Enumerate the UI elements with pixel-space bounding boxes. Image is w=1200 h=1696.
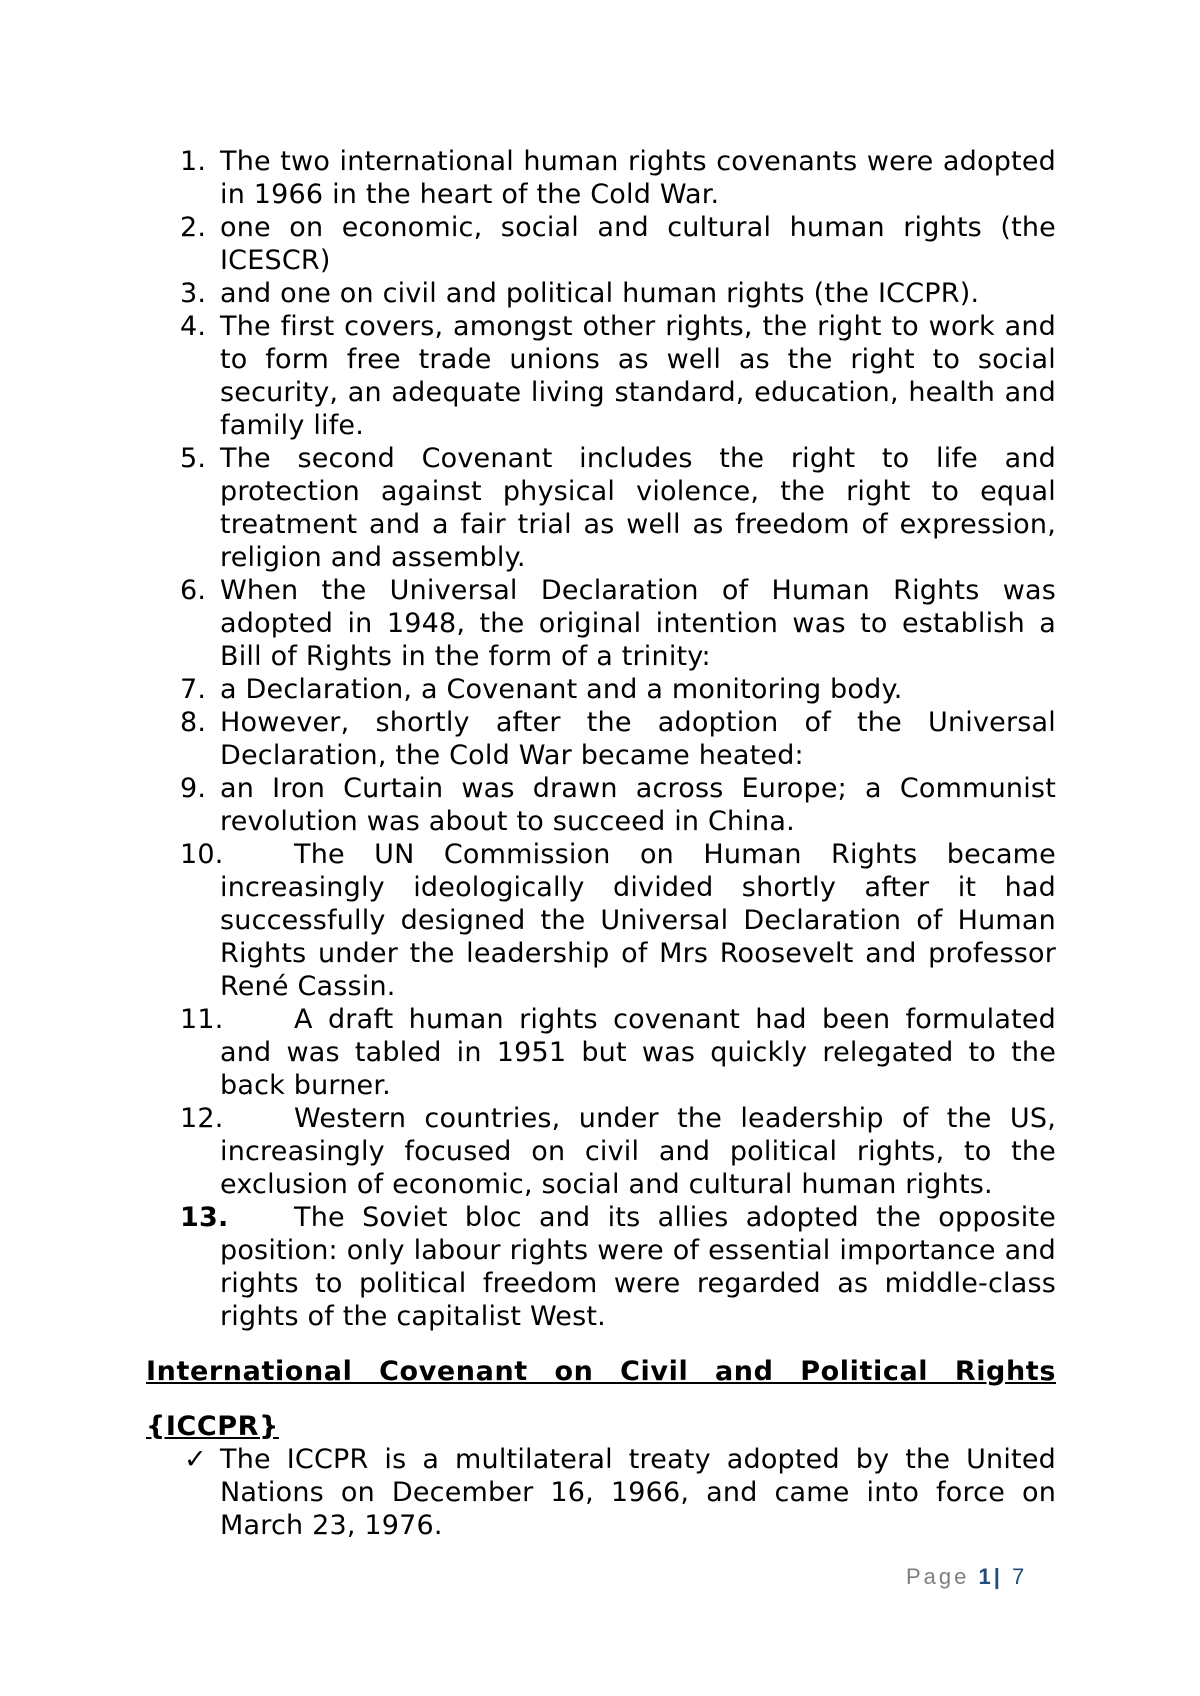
list-number: 4. — [180, 311, 207, 342]
list-text: one on economic, social and cultural human rights (the ICESCR) — [220, 212, 1056, 276]
list-text: The second Covenant includes the right to life and protection against physical violence, the right to equal treatment and a fair trial as well as freedom of expression, religion and assembly. — [220, 443, 1056, 573]
list-number: 5. — [180, 443, 207, 474]
list-text: a Declaration, a Covenant and a monitoring body. — [220, 674, 903, 705]
list-item — [146, 442, 1056, 574]
list-number: 8. — [180, 707, 207, 738]
list-item — [146, 1201, 1056, 1333]
list-text: However, shortly after the adoption of the Universal Declaration, the Cold War became heated: — [220, 707, 1056, 771]
list-item — [146, 574, 1056, 673]
list-text: The two international human rights covenants were adopted in 1966 in the heart of the Cold War. — [220, 146, 1056, 210]
list-text: The first covers, amongst other rights, the right to work and to form free trade unions as well as the right to social security, an adequate living standard, education, health and family life. — [220, 311, 1056, 441]
list-number: 11. — [180, 1004, 224, 1035]
list-text: The ICCPR is a multilateral treaty adopted by the United Nations on December 16, 1966, and came into force on March 23, 1976. — [220, 1444, 1056, 1541]
list-item — [146, 1443, 1056, 1542]
list-number: 12. — [180, 1103, 224, 1134]
list-text: an Iron Curtain was drawn across Europe; a Communist revolution was about to succeed in China. — [220, 773, 1056, 837]
page-number: 1 — [978, 1564, 994, 1589]
list-text-content: The UN Commission on Human Rights became increasingly ideologically divided shortly after it had successfully designed the Universal Declaration of Human Rights under the leadership of Mrs Roosevelt and professor René Cassin. — [220, 839, 1056, 1002]
list-text: When the Universal Declaration of Human Rights was adopted in 1948, the original intention was to establish a Bill of Rights in the form of a trinity: — [220, 575, 1056, 672]
list-number: 13. — [180, 1202, 229, 1233]
list-text-content: Western countries, under the leadership of the US, increasingly focused on civil and political rights, to the exclusion of economic, social and cultural human rights. — [220, 1103, 1056, 1200]
list-item — [146, 145, 1056, 211]
checkmark-icon: ✓ — [184, 1444, 207, 1475]
list-number: 7. — [180, 674, 207, 705]
list-item — [146, 277, 1056, 310]
list-item — [146, 772, 1056, 838]
list-item — [146, 706, 1056, 772]
list-item — [146, 310, 1056, 442]
section-heading: International Covenant on Civil and Political Rights — [146, 1356, 1056, 1387]
list-item — [146, 838, 1056, 1003]
list-item — [146, 1102, 1056, 1201]
list-number: 1. — [180, 146, 207, 177]
page-separator: | — [993, 1564, 1003, 1589]
total-pages: 7 — [1012, 1564, 1028, 1589]
list-text: and one on civil and political human rights (the ICCPR). — [220, 278, 980, 309]
numbered-list — [146, 145, 1056, 1333]
list-text — [220, 1202, 1056, 1332]
list-number: 6. — [180, 575, 207, 606]
list-text-content: A draft human rights covenant had been formulated and was tabled in 1951 but was quickly relegated to the back burner. — [220, 1004, 1056, 1101]
list-text — [220, 1103, 1056, 1200]
list-item — [146, 673, 1056, 706]
list-number: 9. — [180, 773, 207, 804]
section-heading-abbreviation: {ICCPR} — [146, 1411, 279, 1442]
checkmark-list — [146, 1443, 1056, 1542]
page-footer — [906, 1564, 1027, 1590]
list-text — [220, 1004, 1056, 1101]
list-text — [220, 839, 1056, 1002]
list-number: 10. — [180, 839, 224, 870]
page-content — [146, 145, 1056, 1542]
page-label: Page — [906, 1564, 970, 1589]
list-item — [146, 1003, 1056, 1102]
list-number: 3. — [180, 278, 207, 309]
list-number: 2. — [180, 212, 207, 243]
list-text-content: The Soviet bloc and its allies adopted the opposite position: only labour rights were of essential importance and rights to political freedom were regarded as middle-class rights of the capitalist West. — [220, 1202, 1056, 1332]
list-item — [146, 211, 1056, 277]
